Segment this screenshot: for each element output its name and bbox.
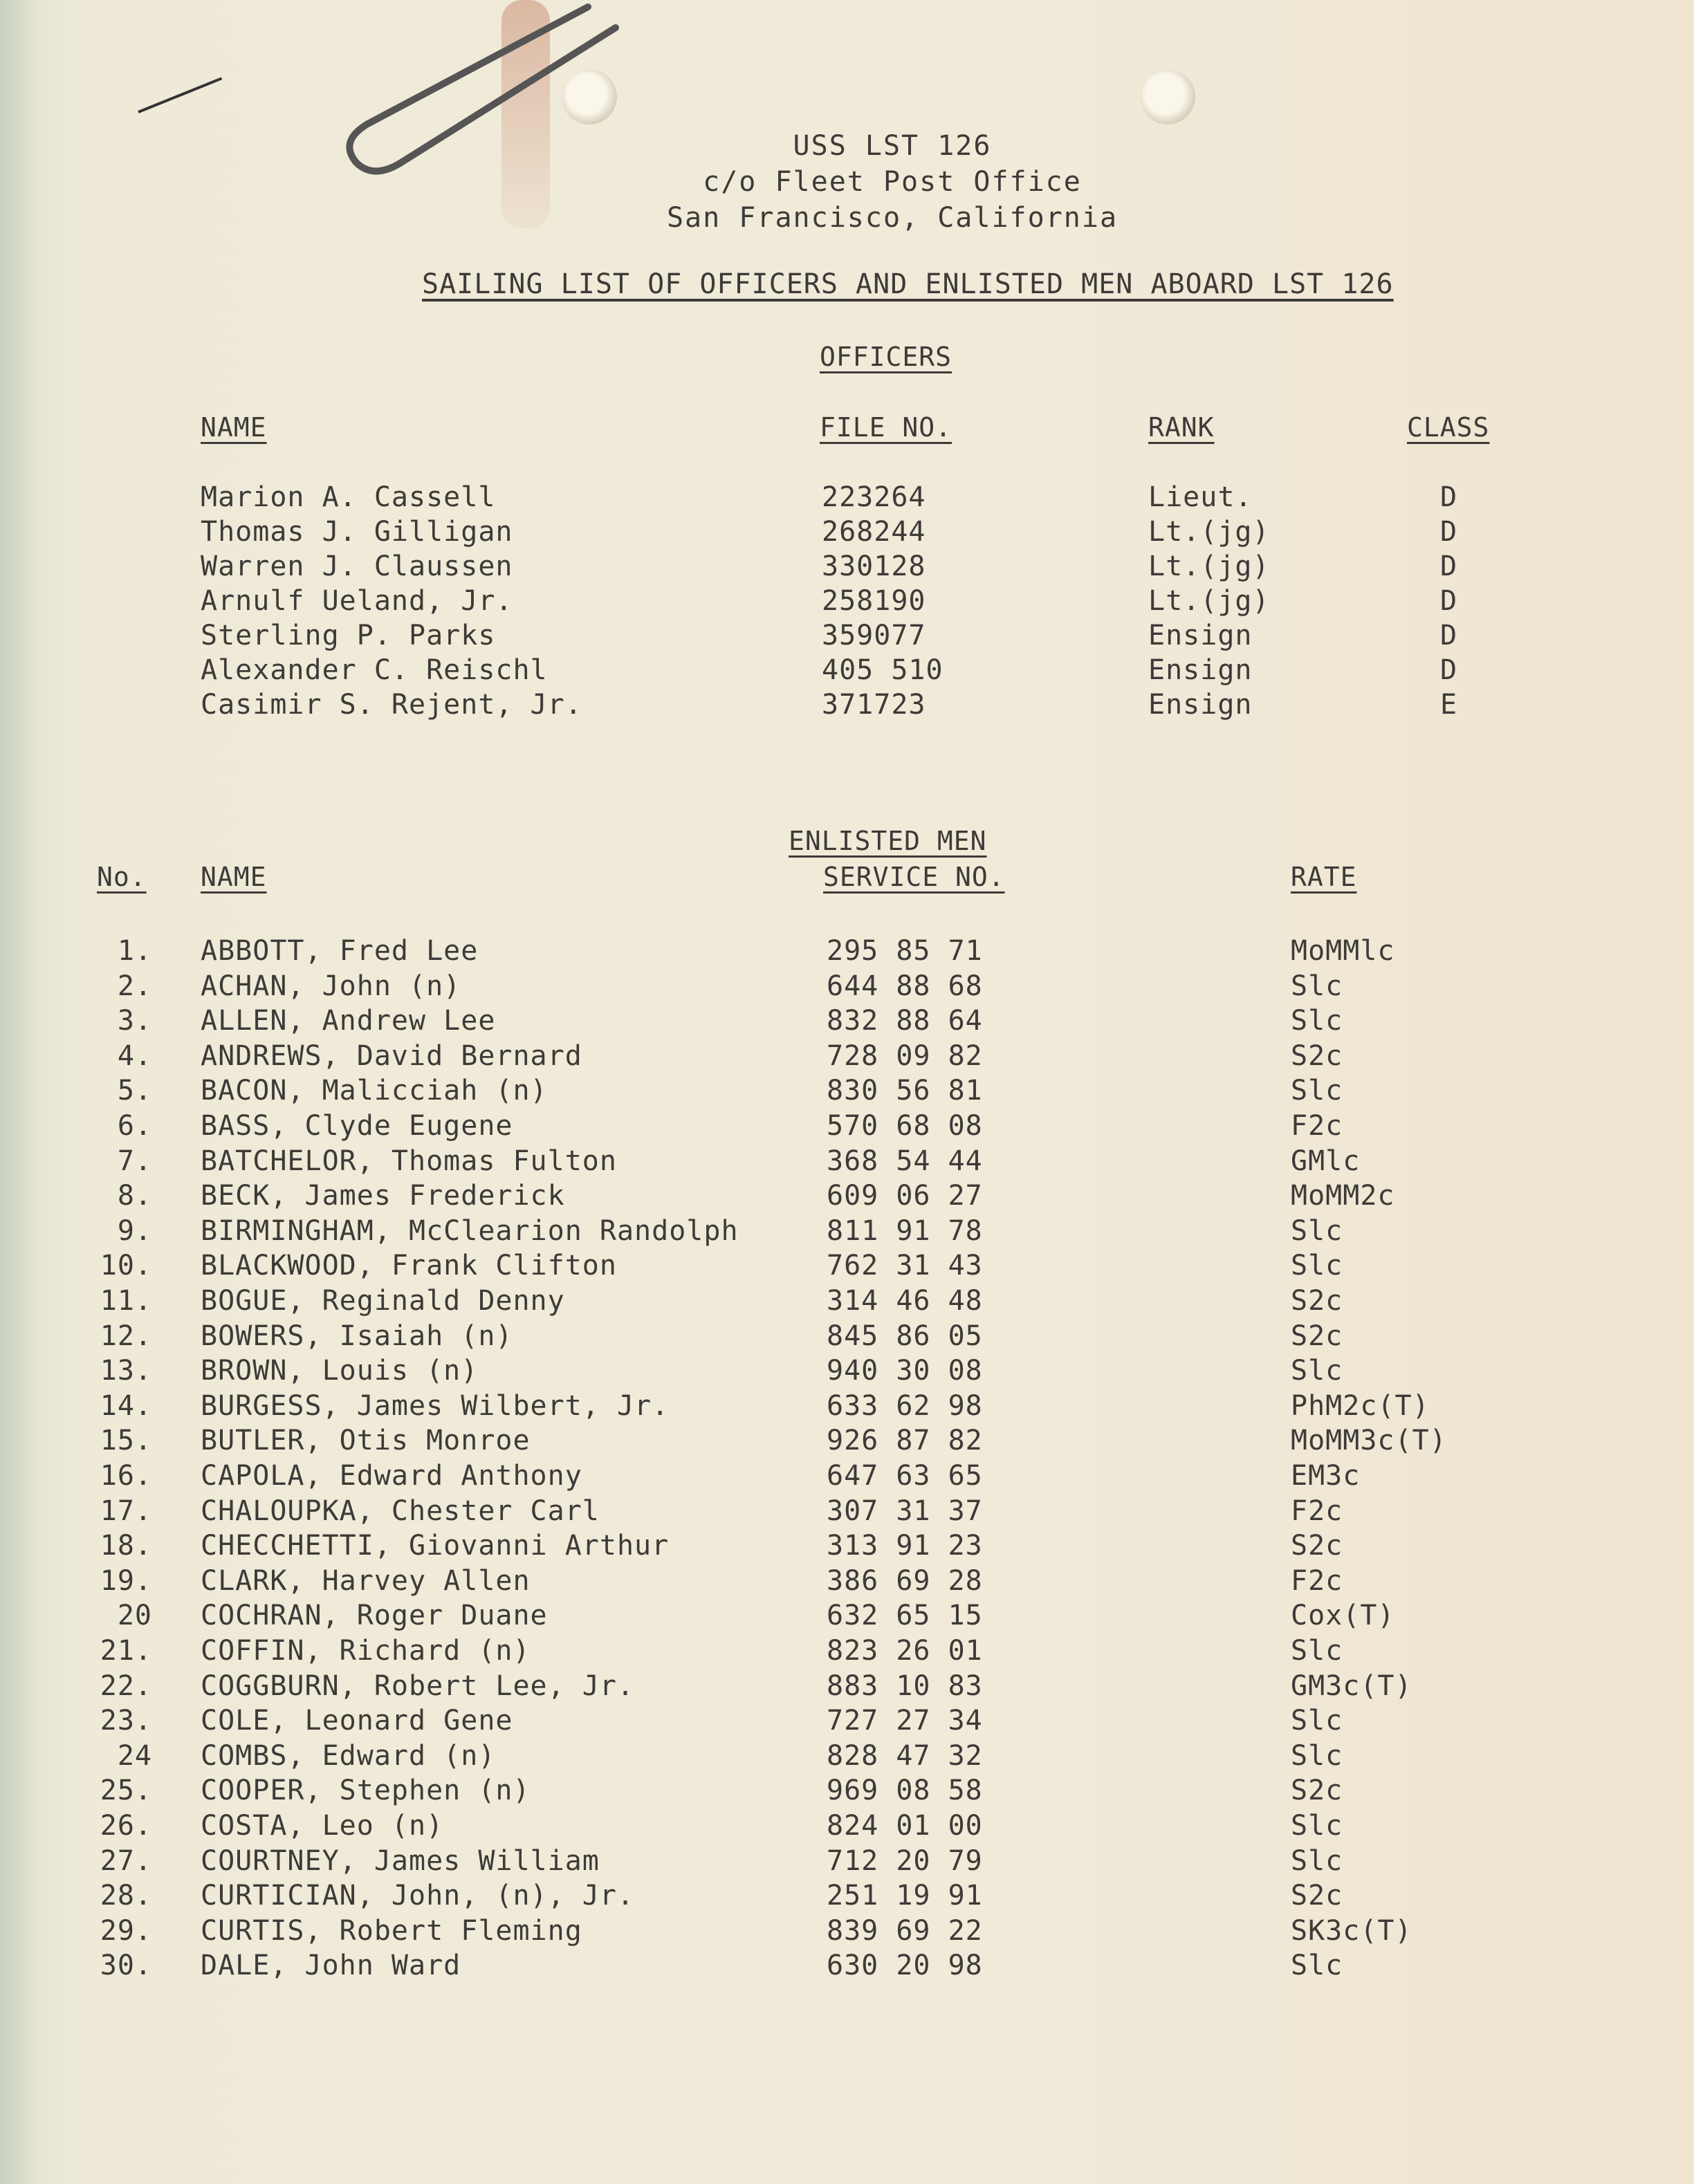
enlisted-service-no: 727 27 34 [827,1705,983,1737]
enlisted-service-no: 926 87 82 [827,1425,983,1457]
enlisted-service-no: 839 69 22 [827,1914,983,1947]
address-line-1: c/o Fleet Post Office [703,166,1082,198]
enlisted-rate: Slc [1291,1214,1343,1247]
officer-name: Alexander C. Reischl [201,654,548,686]
officer-class: D [1440,481,1458,513]
pencil-mark [138,77,222,113]
enlisted-service-no: 632 65 15 [827,1600,983,1632]
enlisted-number: 10. [100,1250,152,1282]
enlisted-service-no: 630 20 98 [827,1950,983,1982]
enlisted-rate: GMlc [1291,1145,1361,1177]
enlisted-rate: S2c [1291,1320,1343,1352]
enlisted-rate: GM3c(T) [1291,1669,1412,1702]
enlisted-col-service: SERVICE NO. [823,862,1005,892]
enlisted-number: 2. [117,970,152,1002]
enlisted-name: BROWN, Louis (n) [201,1355,479,1387]
page-edge [0,0,42,2184]
enlisted-name: ALLEN, Andrew Lee [201,1005,496,1037]
enlisted-heading: ENLISTED MEN [789,826,987,856]
enlisted-number: 25. [100,1775,152,1807]
enlisted-name: COFFIN, Richard (n) [201,1635,531,1667]
enlisted-service-no: 644 88 68 [827,970,983,1002]
enlisted-rate: F2c [1291,1564,1343,1597]
enlisted-name: BATCHELOR, Thomas Fulton [201,1145,617,1177]
enlisted-number: 14. [100,1389,152,1422]
enlisted-name: ANDREWS, David Bernard [201,1039,582,1072]
enlisted-service-no: 811 91 78 [827,1214,983,1247]
enlisted-number: 24 [117,1739,152,1772]
enlisted-rate: SK3c(T) [1291,1914,1412,1947]
enlisted-rate: Cox(T) [1291,1600,1395,1632]
enlisted-name: BECK, James Frederick [201,1180,565,1212]
enlisted-name: BOWERS, Isaiah (n) [201,1320,513,1352]
enlisted-rate: Slc [1291,1005,1343,1037]
enlisted-number: 21. [100,1635,152,1667]
enlisted-rate: Slc [1291,1844,1343,1877]
officer-class: E [1440,689,1458,721]
enlisted-rate: S2c [1291,1285,1343,1317]
enlisted-name: BACON, Malicciah (n) [201,1075,548,1107]
enlisted-service-no: 969 08 58 [827,1775,983,1807]
officers-col-class: CLASS [1407,412,1490,443]
enlisted-col-no: No. [97,862,147,892]
enlisted-service-no: 295 85 71 [827,935,983,967]
officers-col-name: NAME [201,412,267,443]
officer-name: Warren J. Claussen [201,550,513,582]
enlisted-rate: F2c [1291,1110,1343,1142]
officer-file-no: 223264 [822,481,926,513]
document-title: SAILING LIST OF OFFICERS AND ENLISTED MEN ABOARD LST 126 [422,268,1394,300]
officer-class: D [1440,550,1458,582]
officer-rank: Lt.(jg) [1148,550,1270,582]
ship-name: USS LST 126 [793,130,992,162]
officer-name: Casimir S. Rejent, Jr. [201,689,582,721]
enlisted-service-no: 570 68 08 [827,1110,983,1142]
enlisted-number: 13. [100,1355,152,1387]
enlisted-name: BOGUE, Reginald Denny [201,1285,565,1317]
officer-name: Arnulf Ueland, Jr. [201,585,513,617]
enlisted-number: 8. [117,1180,152,1212]
enlisted-name: BURGESS, James Wilbert, Jr. [201,1389,670,1422]
enlisted-name: COCHRAN, Roger Duane [201,1600,548,1632]
enlisted-number: 22. [100,1669,152,1702]
officer-rank: Ensign [1148,689,1253,721]
enlisted-name: COMBS, Edward (n) [201,1739,496,1772]
officer-class: D [1440,620,1458,651]
enlisted-rate: Slc [1291,1810,1343,1842]
officer-rank: Lt.(jg) [1148,585,1270,617]
enlisted-name: ABBOTT, Fred Lee [201,935,479,967]
enlisted-number: 29. [100,1914,152,1947]
enlisted-number: 7. [117,1145,152,1177]
enlisted-service-no: 712 20 79 [827,1844,983,1877]
officer-rank: Lieut. [1148,481,1253,513]
enlisted-name: COGGBURN, Robert Lee, Jr. [201,1669,635,1702]
officer-file-no: 258190 [822,585,926,617]
enlisted-service-no: 832 88 64 [827,1005,983,1037]
enlisted-number: 6. [117,1110,152,1142]
enlisted-service-no: 762 31 43 [827,1250,983,1282]
enlisted-service-no: 633 62 98 [827,1389,983,1422]
enlisted-rate: S2c [1291,1039,1343,1072]
enlisted-name: CLARK, Harvey Allen [201,1564,531,1597]
enlisted-name: BASS, Clyde Eugene [201,1110,513,1142]
enlisted-rate: S2c [1291,1880,1343,1912]
enlisted-rate: Slc [1291,1075,1343,1107]
enlisted-rate: MoMMlc [1291,935,1395,967]
enlisted-name: BUTLER, Otis Monroe [201,1425,531,1457]
enlisted-name: BLACKWOOD, Frank Clifton [201,1250,617,1282]
enlisted-number: 5. [117,1075,152,1107]
officer-class: D [1440,585,1458,617]
enlisted-name: COSTA, Leo (n) [201,1810,444,1842]
enlisted-service-no: 728 09 82 [827,1039,983,1072]
enlisted-rate: Slc [1291,1250,1343,1282]
enlisted-number: 20 [117,1600,152,1632]
enlisted-number: 26. [100,1810,152,1842]
enlisted-service-no: 307 31 37 [827,1494,983,1527]
officer-class: D [1440,516,1458,548]
enlisted-number: 17. [100,1494,152,1527]
enlisted-service-no: 314 46 48 [827,1285,983,1317]
enlisted-service-no: 824 01 00 [827,1810,983,1842]
enlisted-service-no: 883 10 83 [827,1669,983,1702]
enlisted-service-no: 823 26 01 [827,1635,983,1667]
enlisted-rate: Slc [1291,1355,1343,1387]
officer-rank: Ensign [1148,654,1253,686]
enlisted-col-rate: RATE [1291,862,1357,892]
enlisted-service-no: 368 54 44 [827,1145,983,1177]
enlisted-service-no: 313 91 23 [827,1530,983,1562]
enlisted-col-name: NAME [201,862,267,892]
enlisted-rate: S2c [1291,1530,1343,1562]
officer-file-no: 268244 [822,516,926,548]
enlisted-service-no: 251 19 91 [827,1880,983,1912]
enlisted-number: 30. [100,1950,152,1982]
officer-file-no: 330128 [822,550,926,582]
enlisted-service-no: 609 06 27 [827,1180,983,1212]
address-line-2: San Francisco, California [666,202,1118,234]
officers-heading: OFFICERS [820,342,952,372]
enlisted-number: 15. [100,1425,152,1457]
enlisted-name: BIRMINGHAM, McClearion Randolph [201,1214,739,1247]
enlisted-name: COOPER, Stephen (n) [201,1775,531,1807]
enlisted-name: COLE, Leonard Gene [201,1705,513,1737]
enlisted-number: 4. [117,1039,152,1072]
enlisted-name: ACHAN, John (n) [201,970,461,1002]
enlisted-rate: MoMM3c(T) [1291,1425,1447,1457]
officers-col-rank: RANK [1148,412,1215,443]
enlisted-rate: F2c [1291,1494,1343,1527]
enlisted-rate: MoMM2c [1291,1180,1395,1212]
enlisted-rate: PhM2c(T) [1291,1389,1430,1422]
enlisted-service-no: 830 56 81 [827,1075,983,1107]
enlisted-number: 11. [100,1285,152,1317]
officer-name: Marion A. Cassell [201,481,496,513]
enlisted-name: CHECCHETTI, Giovanni Arthur [201,1530,670,1562]
enlisted-service-no: 386 69 28 [827,1564,983,1597]
officers-col-file: FILE NO. [820,412,952,443]
enlisted-number: 16. [100,1460,152,1492]
officer-rank: Lt.(jg) [1148,516,1270,548]
enlisted-rate: Slc [1291,1705,1343,1737]
enlisted-name: COURTNEY, James William [201,1844,600,1877]
enlisted-name: CURTICIAN, John, (n), Jr. [201,1880,635,1912]
enlisted-number: 19. [100,1564,152,1597]
officer-name: Thomas J. Gilligan [201,516,513,548]
enlisted-rate: Slc [1291,1739,1343,1772]
officer-file-no: 359077 [822,620,926,651]
enlisted-service-no: 647 63 65 [827,1460,983,1492]
enlisted-name: CHALOUPKA, Chester Carl [201,1494,600,1527]
enlisted-service-no: 940 30 08 [827,1355,983,1387]
enlisted-rate: Slc [1291,1635,1343,1667]
enlisted-service-no: 845 86 05 [827,1320,983,1352]
enlisted-name: CAPOLA, Edward Anthony [201,1460,582,1492]
punch-hole [562,69,617,124]
officer-class: D [1440,654,1458,686]
enlisted-name: CURTIS, Robert Fleming [201,1914,582,1947]
officer-file-no: 371723 [822,689,926,721]
enlisted-number: 12. [100,1320,152,1352]
officer-rank: Ensign [1148,620,1253,651]
enlisted-number: 9. [117,1214,152,1247]
officer-file-no: 405 510 [822,654,943,686]
enlisted-number: 27. [100,1844,152,1877]
enlisted-rate: S2c [1291,1775,1343,1807]
enlisted-number: 28. [100,1880,152,1912]
enlisted-rate: EM3c [1291,1460,1361,1492]
officer-name: Sterling P. Parks [201,620,496,651]
enlisted-rate: Slc [1291,1950,1343,1982]
enlisted-number: 18. [100,1530,152,1562]
punch-hole [1140,69,1195,124]
enlisted-number: 3. [117,1005,152,1037]
enlisted-rate: Slc [1291,970,1343,1002]
enlisted-number: 1. [117,935,152,967]
enlisted-name: DALE, John Ward [201,1950,461,1982]
enlisted-number: 23. [100,1705,152,1737]
enlisted-service-no: 828 47 32 [827,1739,983,1772]
